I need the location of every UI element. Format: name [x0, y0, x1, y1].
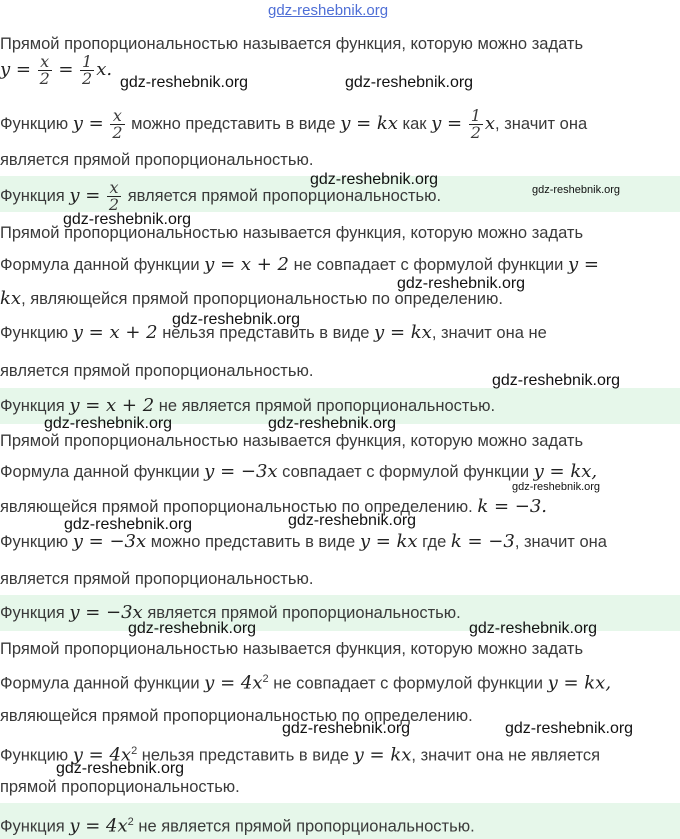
- b2-formula-line: Формула данной функции y = x + 2 не совпадает с формулой функции y =: [0, 254, 599, 275]
- watermark: gdz-reshebnik.org: [532, 184, 621, 196]
- fraction-1-over-2: $\frac{1}{2}$: [470, 106, 481, 142]
- watermark: gdz-reshebnik.org: [397, 275, 526, 292]
- watermark: gdz-reshebnik.org: [172, 311, 301, 328]
- definition-text-1: Прямой пропорциональностью называется функция, которую можно задать: [0, 35, 584, 53]
- b2-answer: Функция y = x + 2 не является прямой пропорциональностью.: [0, 395, 496, 416]
- definition-formula-1: [0, 54, 112, 87]
- formula-y: y =: [0, 58, 31, 80]
- definition-text-2: Прямой пропорциональностью называется функция, которую можно задать: [0, 224, 584, 242]
- site-link[interactable]: gdz-reshebnik.org: [268, 2, 389, 19]
- b4-representation-line: Функцию $y = 4x^2$ нельзя представить в виде y = kx, значит она не является: [0, 744, 601, 766]
- b1-conclusion-line: является прямой пропорциональностью.: [0, 151, 314, 169]
- watermark: gdz-reshebnik.org: [492, 372, 621, 389]
- watermark: gdz-reshebnik.org: [469, 620, 598, 637]
- watermark: gdz-reshebnik.org: [64, 516, 193, 533]
- fraction-1-over-2: $\frac{1}{2}$: [82, 52, 93, 88]
- b2-representation-line: Функцию y = x + 2 нельзя представить в виде y = kx, значит она не: [0, 322, 547, 343]
- watermark: gdz-reshebnik.org: [268, 415, 397, 432]
- formula-x-tail: x.: [96, 58, 113, 80]
- watermark: gdz-reshebnik.org: [512, 481, 601, 493]
- fraction-x-over-2: $\frac{x}{2}$: [112, 106, 123, 142]
- fraction-x-over-2: $\frac{x}{2}$: [108, 178, 120, 214]
- watermark: gdz-reshebnik.org: [44, 415, 173, 432]
- b1-representation-line: Функцию y = $\frac{x}{2}$ можно представить в виде y = kx как y = $\frac{1}{2}$ x, значит она: [0, 106, 588, 142]
- watermark: gdz-reshebnik.org: [345, 74, 474, 91]
- watermark: gdz-reshebnik.org: [128, 620, 257, 637]
- b3-answer: Функция y = −3x является прямой пропорциональностью.: [0, 602, 461, 623]
- b4-formula-line: Формула данной функции $y = 4x^2$ не совпадает с формулой функции y = kx,: [0, 672, 612, 694]
- b3-representation-line: Функцию y = −3x можно представить в виде y = kx где k = −3, значит она: [0, 531, 607, 552]
- b4-conclusion-line: прямой пропорциональностью.: [0, 778, 240, 796]
- watermark: gdz-reshebnik.org: [310, 171, 439, 188]
- watermark: gdz-reshebnik.org: [120, 74, 249, 91]
- formula-eq: =: [58, 58, 74, 80]
- watermark: gdz-reshebnik.org: [288, 512, 417, 529]
- watermark: gdz-reshebnik.org: [56, 760, 185, 777]
- b3-definition-line: являющейся прямой пропорциональностью по определению. k = −3.: [0, 496, 548, 517]
- b4-answer: Функция $y = 4x^2$ не является прямой пропорциональностью.: [0, 815, 475, 837]
- watermark: gdz-reshebnik.org: [505, 720, 634, 737]
- b2-definition-line: kx, являющейся прямой пропорциональностью по определению.: [0, 288, 503, 309]
- watermark: gdz-reshebnik.org: [63, 211, 192, 228]
- b3-formula-line: Формула данной функции y = −3x совпадает с формулой функции y = kx,: [0, 461, 598, 482]
- b1-answer: Функция y = $\frac{x}{2}$ является прямой пропорциональностью.: [0, 178, 442, 214]
- b4-definition-line: являющейся прямой пропорциональностью по определению.: [0, 707, 473, 725]
- b2-conclusion-line: является прямой пропорциональностью.: [0, 362, 314, 380]
- definition-text-4: Прямой пропорциональностью называется функция, которую можно задать: [0, 640, 584, 658]
- watermark: gdz-reshebnik.org: [282, 720, 411, 737]
- b3-conclusion-line: является прямой пропорциональностью.: [0, 570, 314, 588]
- definition-text-3: Прямой пропорциональностью называется функция, которую можно задать: [0, 432, 584, 450]
- fraction-x-over-2: $\frac{x}{2}$: [39, 52, 50, 88]
